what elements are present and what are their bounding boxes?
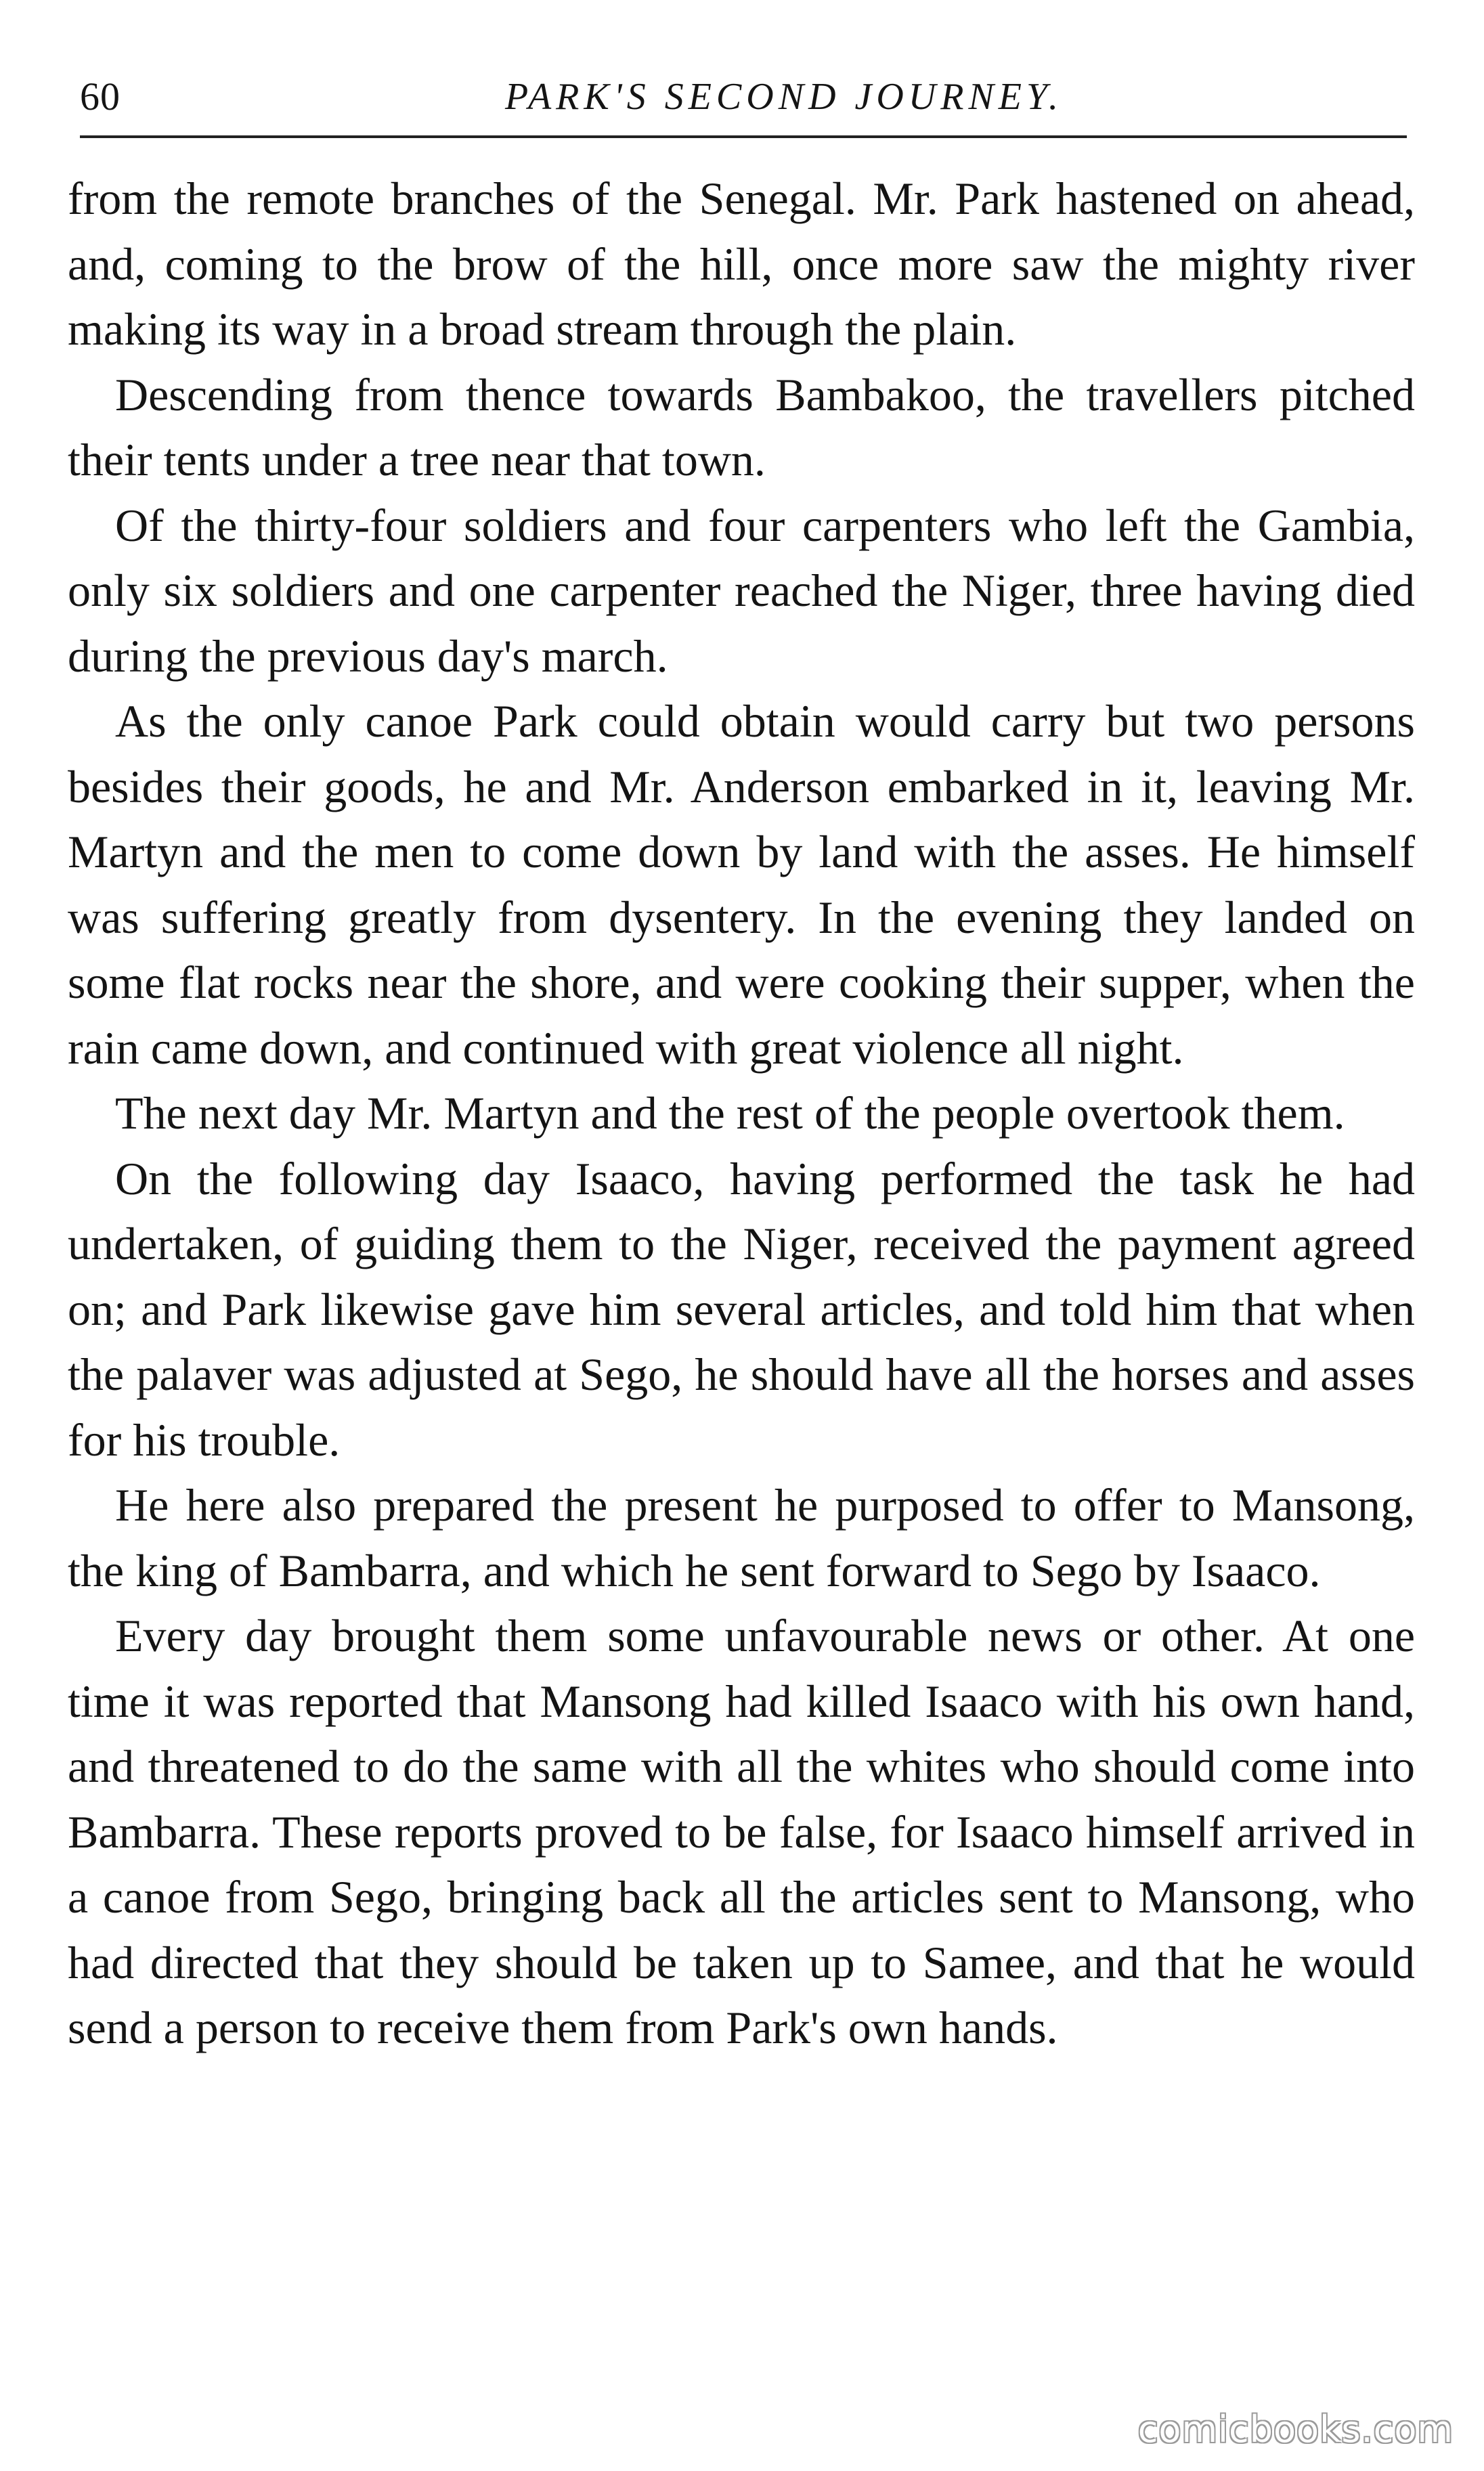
paragraph: The next day Mr. Martyn and the rest of the people overtook them. [115,1087,1345,1139]
paragraph: He here also prepared the present he purposed to offer to Mansong, the king of Bambarra, and which he sent forward to Sego by Isaaco. [68,1479,1415,1596]
page-header [80,60,1407,134]
body-text [68,166,1415,2061]
page-number: 60 [80,74,121,118]
paragraph: As the only canoe Park could obtain would carry but two persons besides their goods, he and Mr. Anderson embarked in it, leaving Mr. Martyn and the men to come down by land with the asses. He himself was suffering greatly from dysentery. In the evening they landed on some flat rocks near the shore, and were cooking their supper, when the rain came down, and continued with great violence all night. [68,695,1415,1074]
header-rule [80,135,1407,138]
paragraph: Descending from thence towards Bambakoo, the travellers pitched their tents under a tree near that town. [68,368,1415,485]
paragraph: Every day brought them some unfavourable news or other. At one time it was reported that Mansong had killed Isaaco with his own hand, and threatened to do the same with all the whites who should come into Bambarra. These reports proved to be false, for Isaaco himself arrived in a canoe from Sego, bringing back all the articles sent to Mansong, who had directed that they should be taken up to Samee, and that he would send a person to receive them from Park's own hands. [68,1610,1415,2053]
paragraph: On the following day Isaaco, having performed the task he had undertaken, of guiding them to the Niger, received the payment agreed on; and Park likewise gave him several articles, and told him that when the palaver was adjusted at Sego, he should have all the horses and asses for his trouble. [68,1152,1415,1466]
paragraph: Of the thirty-four soldiers and four carpenters who left the Gambia, only six soldiers and one carpenter reached the Niger, three having died during the previous day's march. [68,499,1415,682]
running-title: PARK'S SECOND JOURNEY. [504,76,1064,118]
paragraph-continued: from the remote branches of the Senegal. Mr. Park hastened on ahead, and, coming to the brow of the hill, once more saw the mighty river making its way in a broad stream through the plain. [68,173,1415,355]
watermark: comicbooks.com [1137,2408,1454,2451]
